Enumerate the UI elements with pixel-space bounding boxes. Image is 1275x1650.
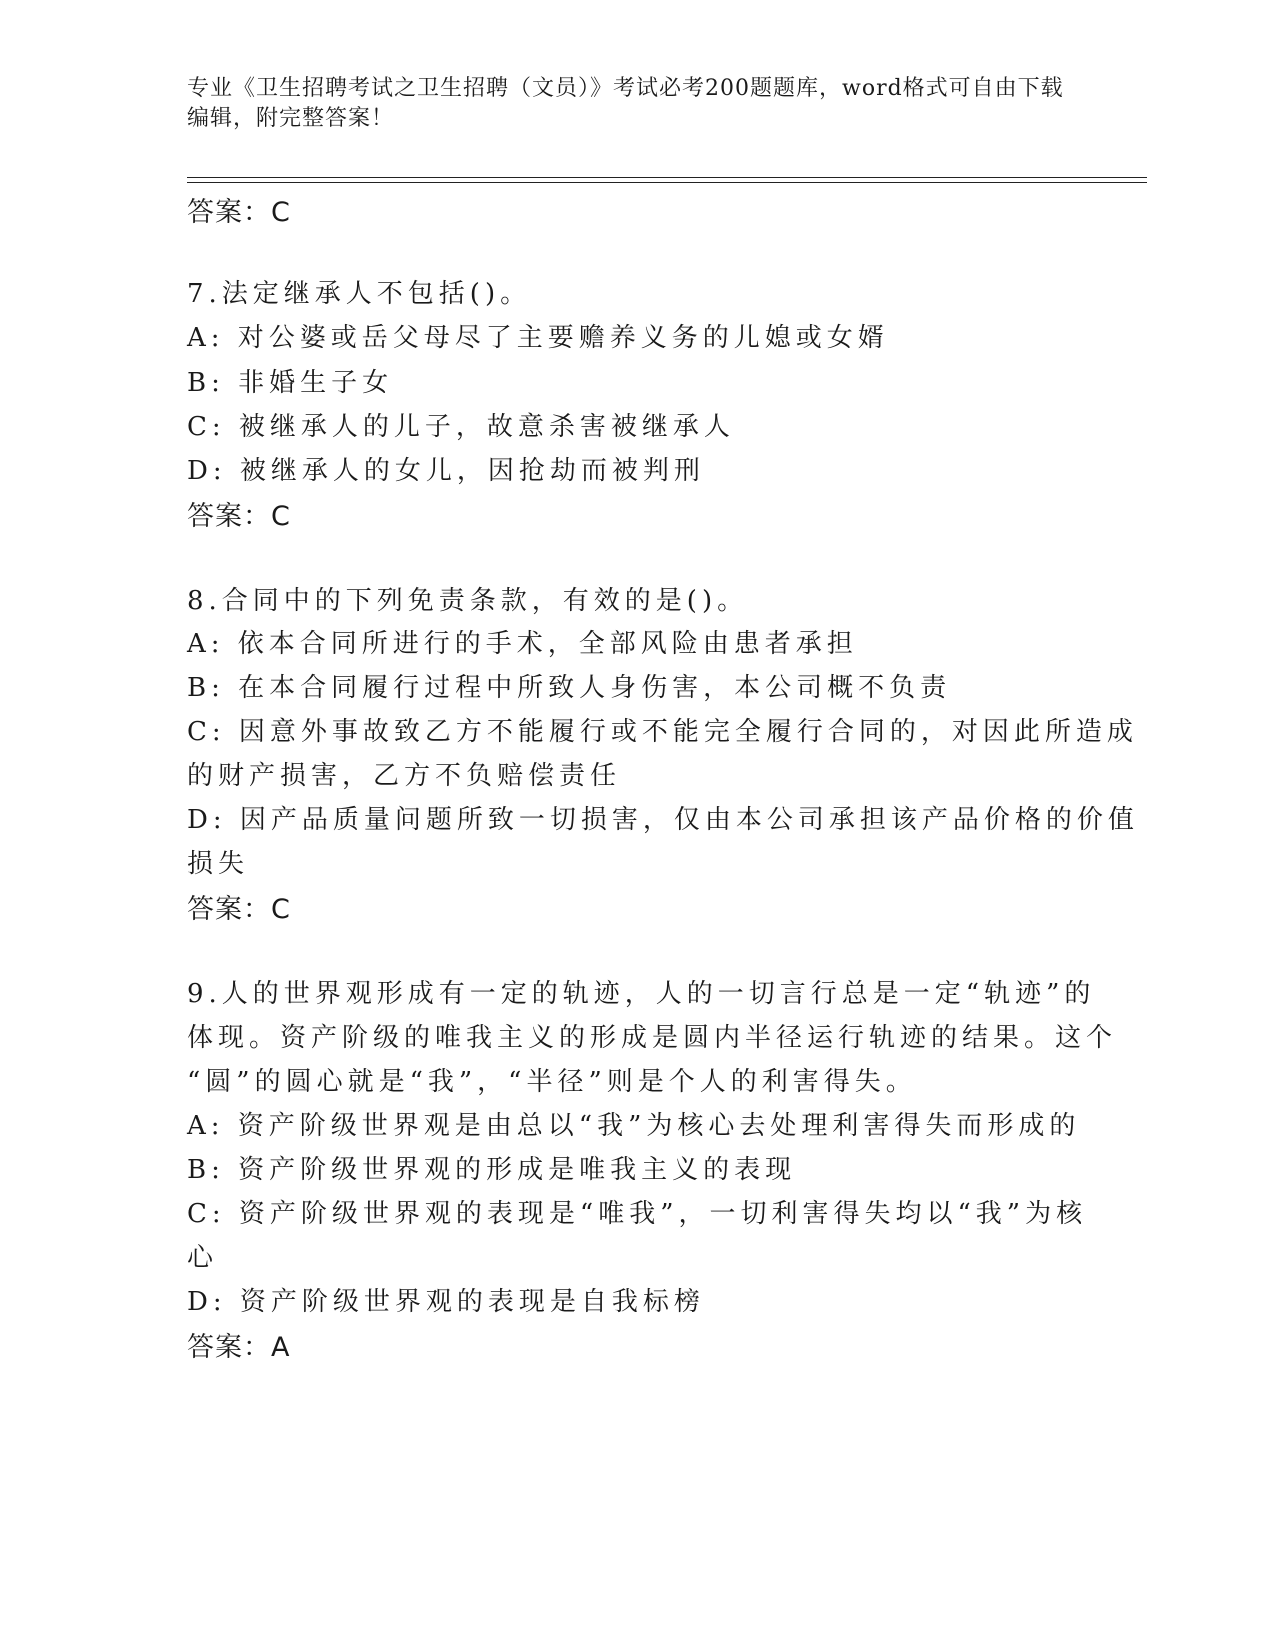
question-9-option-c-line2: 心 [187,1243,219,1273]
question-8-option-b: B: 在本合同履行过程中所致人身伤害，本公司概不负责 [187,673,952,703]
question-7-stem: 7.法定继承人不包括()。 [187,279,532,309]
question-9-stem-line1: 9.人的世界观形成有一定的轨迹，人的一切言行总是一定“轨迹”的 [187,979,1096,1009]
question-9-stem-line2: 体现。资产阶级的唯我主义的形成是圆内半径运行轨迹的结果。这个 [187,1023,1118,1053]
question-7-option-d: D: 被继承人的女儿，因抢劫而被判刑 [187,456,705,486]
question-9-option-c-line1: C: 资产阶级世界观的表现是“唯我”，一切利害得失均以“我”为核 [187,1199,1088,1229]
question-9-option-d: D: 资产阶级世界观的表现是自我标榜 [187,1287,705,1317]
header-rule-top [187,177,1147,178]
question-9-option-b: B: 资产阶级世界观的形成是唯我主义的表现 [187,1155,797,1185]
question-8-option-d-line1: D: 因产品质量问题所致一切损害，仅由本公司承担该产品价格的价值 [187,805,1139,835]
question-8-option-a: A: 依本合同所进行的手术，全部风险由患者承担 [187,629,858,659]
answer-q7: 答案：C [187,501,291,532]
question-8-option-c-line2: 的财产损害，乙方不负赔偿责任 [187,761,622,791]
question-8-option-d-line2: 损失 [187,849,250,879]
question-7-option-c: C: 被继承人的儿子，故意杀害被继承人 [187,412,735,442]
answer-q9: 答案：A [187,1332,291,1363]
question-8-option-c-line1: C: 因意外事故致乙方不能履行或不能完全履行合同的，对因此所造成 [187,717,1138,747]
answer-q6: 答案：C [187,197,291,228]
question-9-stem-line3: “圆”的圆心就是“我”，“半径”则是个人的利害得失。 [187,1067,917,1097]
page-header: 专业《卫生招聘考试之卫生招聘（文员）》考试必考200题题库，word格式可自由下载编辑，附完整答案！ [187,76,1064,131]
answer-q8: 答案：C [187,894,291,925]
question-8-stem: 8.合同中的下列免责条款，有效的是()。 [187,586,749,616]
question-7-option-a: A: 对公婆或岳父母尽了主要赡养义务的儿媳或女婿 [187,323,889,353]
question-9-option-a: A: 资产阶级世界观是由总以“我”为核心去处理利害得失而形成的 [187,1111,1081,1141]
question-7-option-b: B: 非婚生子女 [187,368,394,398]
header-rule-bottom [187,182,1147,183]
